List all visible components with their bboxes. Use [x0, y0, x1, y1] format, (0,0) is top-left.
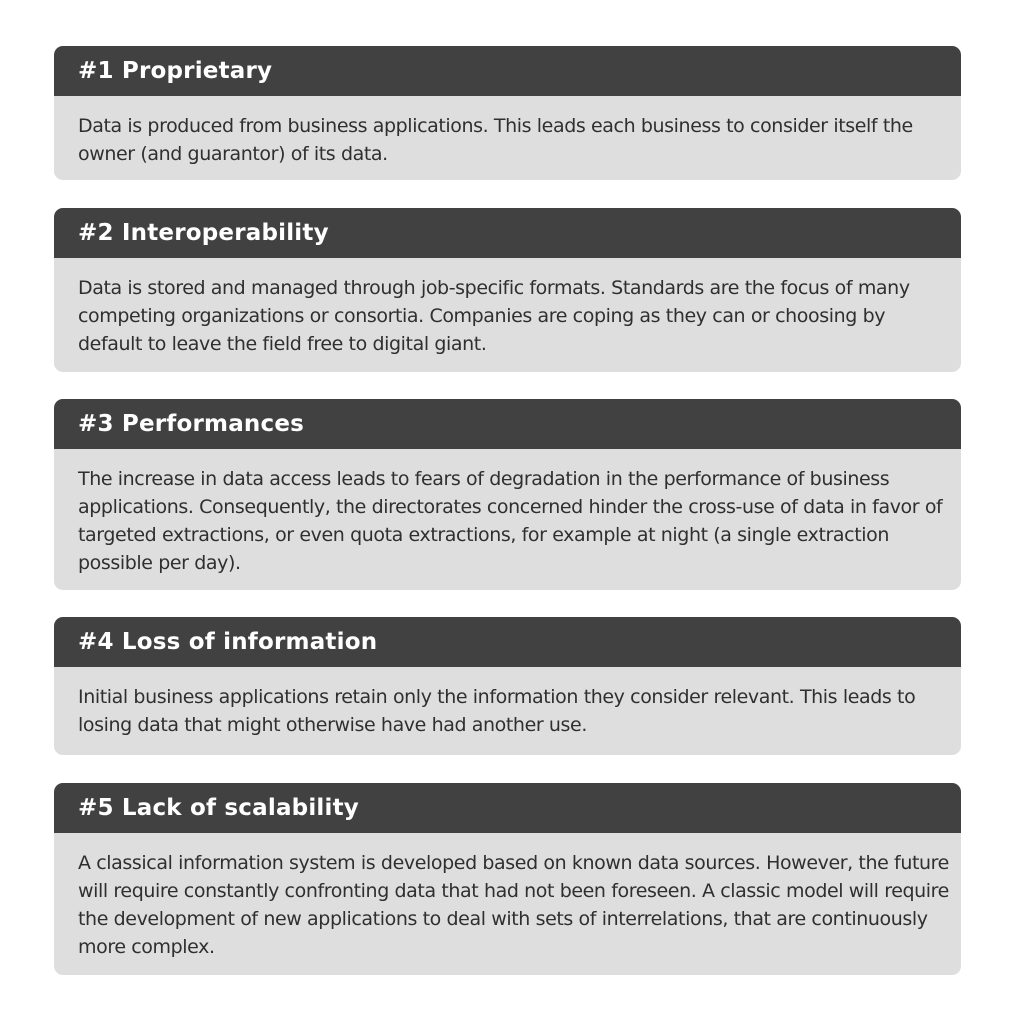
card-lack-of-scalability [54, 783, 961, 975]
card-title: #3 Performances [78, 411, 305, 437]
card-performances [54, 399, 961, 590]
card-interoperability [54, 208, 961, 372]
card-description: Data is produced from business applications. This leads each business to consider itself the owner (and guarantor) of its data. [78, 115, 913, 165]
card-title: #1 Proprietary [78, 58, 273, 84]
card-title: #4 Loss of information [78, 629, 378, 655]
card-body [54, 449, 961, 577]
card-description: Data is stored and managed through job-specific formats. Standards are the focus of many competing organizations or consortia. Companies are coping as they can or choosing by default to leave the field free to digital giant. [78, 277, 910, 355]
card-header [54, 208, 961, 258]
card-description: A classical information system is developed based on known data sources. However, the future will require constantly confronting data that had not been foreseen. A classic model will require the development of new applications to deal with sets of interrelations, that are continuously more complex. [78, 852, 949, 958]
card-body [54, 667, 961, 739]
card-body [54, 258, 961, 358]
card-header [54, 399, 961, 449]
card-title: #5 Lack of scalability [78, 795, 359, 821]
card-body [54, 833, 961, 961]
card-description: The increase in data access leads to fears of degradation in the performance of business applications. Consequently, the directorates concerned hinder the cross-use of data in favor of targeted extractions, or even quota extractions, for example at night (a single extraction possible per day). [78, 468, 943, 574]
card-header [54, 783, 961, 833]
card-proprietary [54, 46, 961, 180]
card-description: Initial business applications retain only the information they consider relevant. This leads to losing data that might otherwise have had another use. [78, 686, 916, 736]
card-title: #2 Interoperability [78, 220, 329, 246]
card-loss-of-information [54, 617, 961, 755]
card-header [54, 46, 961, 96]
card-header [54, 617, 961, 667]
card-body [54, 96, 961, 168]
